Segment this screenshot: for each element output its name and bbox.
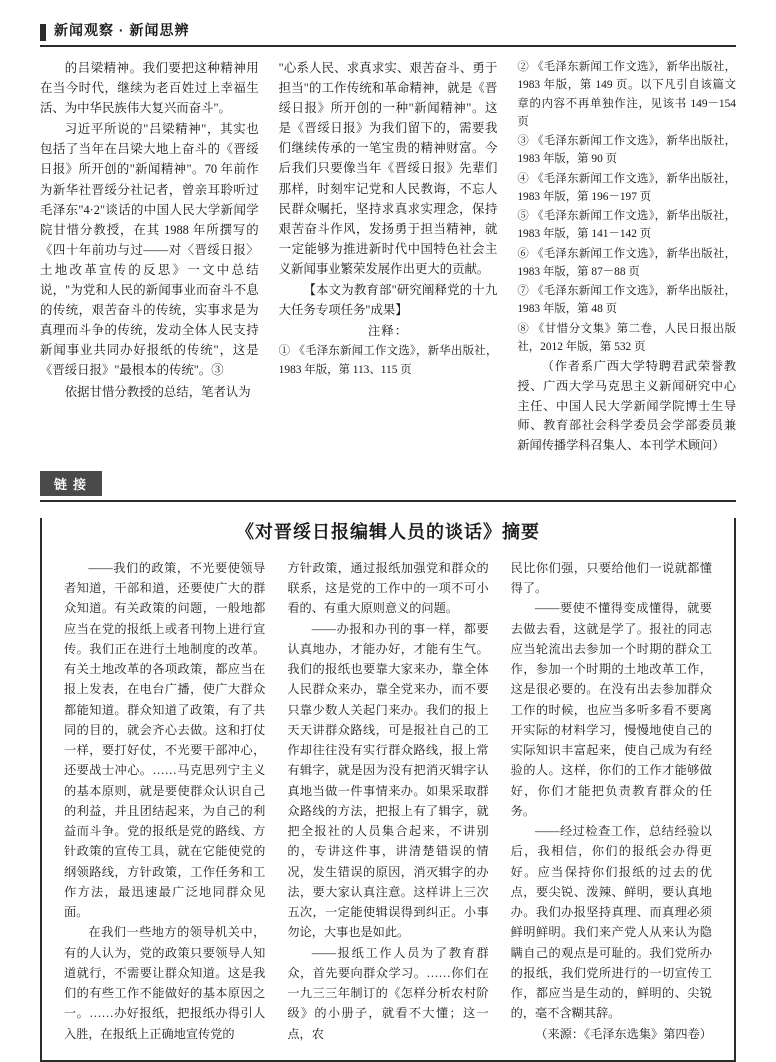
article-column-3 xyxy=(517,58,736,457)
link-section-tag: 链接 xyxy=(40,471,102,496)
running-head xyxy=(40,20,736,46)
note-item: ① 《毛泽东新闻工作文选》，新华出版社，1983 年版，第 113、115 页 xyxy=(278,345,498,376)
paragraph: ——办报和办刊的事一样，都要认真地办，才能办好，才能有生气。我们的报纸也要靠大家来办，靠全体人民群众来办，靠全党来办，而不要只靠少数人关起门来办。我们的报上天天讲群众路线，可是报社自己的工作却往往没有实行群众路线，报上常有辑字，就是因为没有把消灭辑字认真地当做一件事情来办。如果采取群众路线的方法，把报上有了辑字，就把全报社的人员集合起来，不讲别的，专讲这件事，讲清楚错误的情况，发生错误的原因，消灭辑字的办法，要大家认真注意。这样讲上三次五次，一定能使辑误得到纠正。小事勿论，大事也是如此。 xyxy=(287,621,489,940)
running-head-marker xyxy=(40,24,46,41)
paragraph: 民比你们强，只要给他们一说就都懂得了。 xyxy=(510,560,712,596)
paragraph: 方针政策，通过报纸加强党和群众的联系，这是党的工作中的一项不可小看的、有重大原则意义的问题。 xyxy=(287,560,489,616)
note-item: ⑥ 《毛泽东新闻工作文选》，新华出版社，1983 年版，第 87－88 页 xyxy=(517,247,737,278)
note-item: ② 《毛泽东新闻工作文选》，新华出版社，1983 年版，第 149 页。以下凡引自该篇文章的内容不再单独作注，见该书 149－154 页 xyxy=(517,61,737,128)
project-note: 【本文为教育部"研究阐释党的十九大任务专项任务"成果】 xyxy=(278,283,498,318)
article-column-2 xyxy=(279,58,498,457)
note-item: ⑤ 《毛泽东新闻工作文选》，新华出版社，1983 年版，第 141－142 页 xyxy=(517,210,737,241)
paragraph: ——我们的政策，不光要使领导者知道，干部和道，还要使广大的群众知道。有关政策的问题，一般地都应当在党的报纸上或者刊物上进行宣传。我们正在进行土地制度的改革。有关土地改革的各项政策，都应当在报上发表，在电台广播，使广大群众都能知道。群众知道了政策，有了共同的目的，就会齐心去做。这和打仗一样，要打好仗，不光要干部冲心，还要战士冲心。……马克思列宁主义的基本原则，就是要使群众认识自己的利益，并且团结起来，为自己的利益而斗争。党的报纸是党的路线、方针政策的宣传工具，就在它能使党的纲领路线，方针政策，工作任务和工作方法，最迅速最广泛地同群众见面。 xyxy=(64,560,266,920)
note-item: ④ 《毛泽东新闻工作文选》，新华出版社，1983 年版，第 196－197 页 xyxy=(517,172,737,203)
link-column-2 xyxy=(287,558,488,1044)
paragraph: "心系人民、求真求实、艰苦奋斗、勇于担当"的工作传统和革命精神，就是《晋绥日报》所开创的一种"新闻精神"。这是《晋绥日报》为我们留下的，需要我们继续传承的一笔宝贵的精神财富。今后我们只要像当年《晋绥日报》先辈们那样，时刻牢记党和人民教诲，不忘人民群众嘱托，坚持求真求实理念，保持艰苦奋斗作风，发扬勇于担当精神，就一定能够为推进新时代中国特色社会主义新闻事业繁荣发展作出更大的贡献。 xyxy=(278,61,498,276)
link-section-rule xyxy=(40,500,736,502)
author-note: （作者系广西大学特聘君武荣誉教授、广西大学马克思主义新闻研究中心主任、中国人民大学新闻学院博士生导师、教育部社会科学委员会学部委员兼新闻传播学科召集人、本刊学术顾问） xyxy=(517,359,737,453)
paragraph: 依据甘惜分教授的总结，笔者认为 xyxy=(64,384,251,399)
note-item: ⑧ 《甘惜分文集》第二卷，人民日报出版社，2012 年版，第 532 页 xyxy=(517,322,737,353)
running-head-rule xyxy=(40,45,736,47)
paragraph: 在我们一些地方的领导机关中，有的人认为，党的政策只要领导人知道就行，不需要让群众知道。这是我们的有些工作不能做好的基本原因之一。……办好报纸，把报纸办得引人入胜，在报纸上正确地宣传党的 xyxy=(64,925,266,1041)
paragraph: 的吕梁精神。我们要把这种精神用在当今时代，继续为老百姓过上幸福生活、为中华民族伟大复兴而奋斗"。 xyxy=(40,61,259,116)
link-column-1 xyxy=(64,558,265,1044)
link-section-title: 《对晋绥日报编辑人员的谈话》摘要 xyxy=(236,521,540,542)
source-line: （来源：《毛泽东选集》第四卷） xyxy=(535,1026,712,1041)
link-section-box xyxy=(40,518,736,1062)
paragraph: ——经过检查工作，总结经验以后，我相信，你们的报纸会办得更好。应当保持你们报纸的过去的优点，要尖锐、泼辣、鲜明，要认真地办。我们办报坚持真理、而真理必须鲜明鲜明。我们来产党人从来认为隐瞒自己的观点是可耻的。我们党所办的报纸，我们党所进行的一切宣传工作，都应当是生动的，鲜明的、尖锐的，毫不含糊其辞。 xyxy=(510,824,712,1021)
paragraph: ——要使不懂得变成懂得，就要去做去看，这就是学了。报社的同志应当轮流出去参加一个时期的群众工作，参加一个时期的土地改革工作，这是很必要的。在没有出去参加群众工作的时候，也应当多听多看不要离开实际的材料学习，慢慢地使自己的实际知识丰富起来，使自己成为有经验的人。这样，你们的工作才能够做好，你们才能把负责教育群众的任务。 xyxy=(510,601,712,818)
link-section-columns xyxy=(42,558,734,1060)
note-item: ③ 《毛泽东新闻工作文选》，新华出版社，1983 年版，第 90 页 xyxy=(517,135,737,166)
notes-title: 注释： xyxy=(367,324,409,339)
link-section xyxy=(40,471,736,1062)
article-body xyxy=(40,58,736,457)
article-column-1 xyxy=(40,58,259,457)
link-column-3 xyxy=(511,558,712,1044)
paragraph: ——报纸工作人员为了教育群众，首先要向群众学习。……你们在一九三三年制订的《怎样分析农村阶级》的小册子，就看不大懂；这一点，农 xyxy=(287,945,489,1041)
document-page xyxy=(0,20,776,1041)
note-item: ⑦ 《毛泽东新闻工作文选》，新华出版社，1983 年版，第 48 页 xyxy=(517,285,737,316)
running-head-text: 新闻观察 · 新闻思辨 xyxy=(54,22,190,38)
paragraph: 习近平所说的"吕梁精神"，其实也包括了当年在吕梁大地上奋斗的《晋绥日报》所开创的"新闻精神"。70 年前作为新华社晋绥分社记者，曾亲耳聆听过毛泽东"4·2"谈话的中国人民大学新闻学院甘惜分教授，在其 1988 年所撰写的《四十年前功与过——对〈晋绥日报〉土地改革宣传的反思》一文中总结说，"为党和人民的新闻事业而奋斗不息的传统，艰苦奋斗的传统，实事求是为真理而斗争的传统，发动全体人民支持新闻事业共同办好报纸的传统"，这是《晋绥日报》"最根本的传统"。③ xyxy=(40,122,259,378)
